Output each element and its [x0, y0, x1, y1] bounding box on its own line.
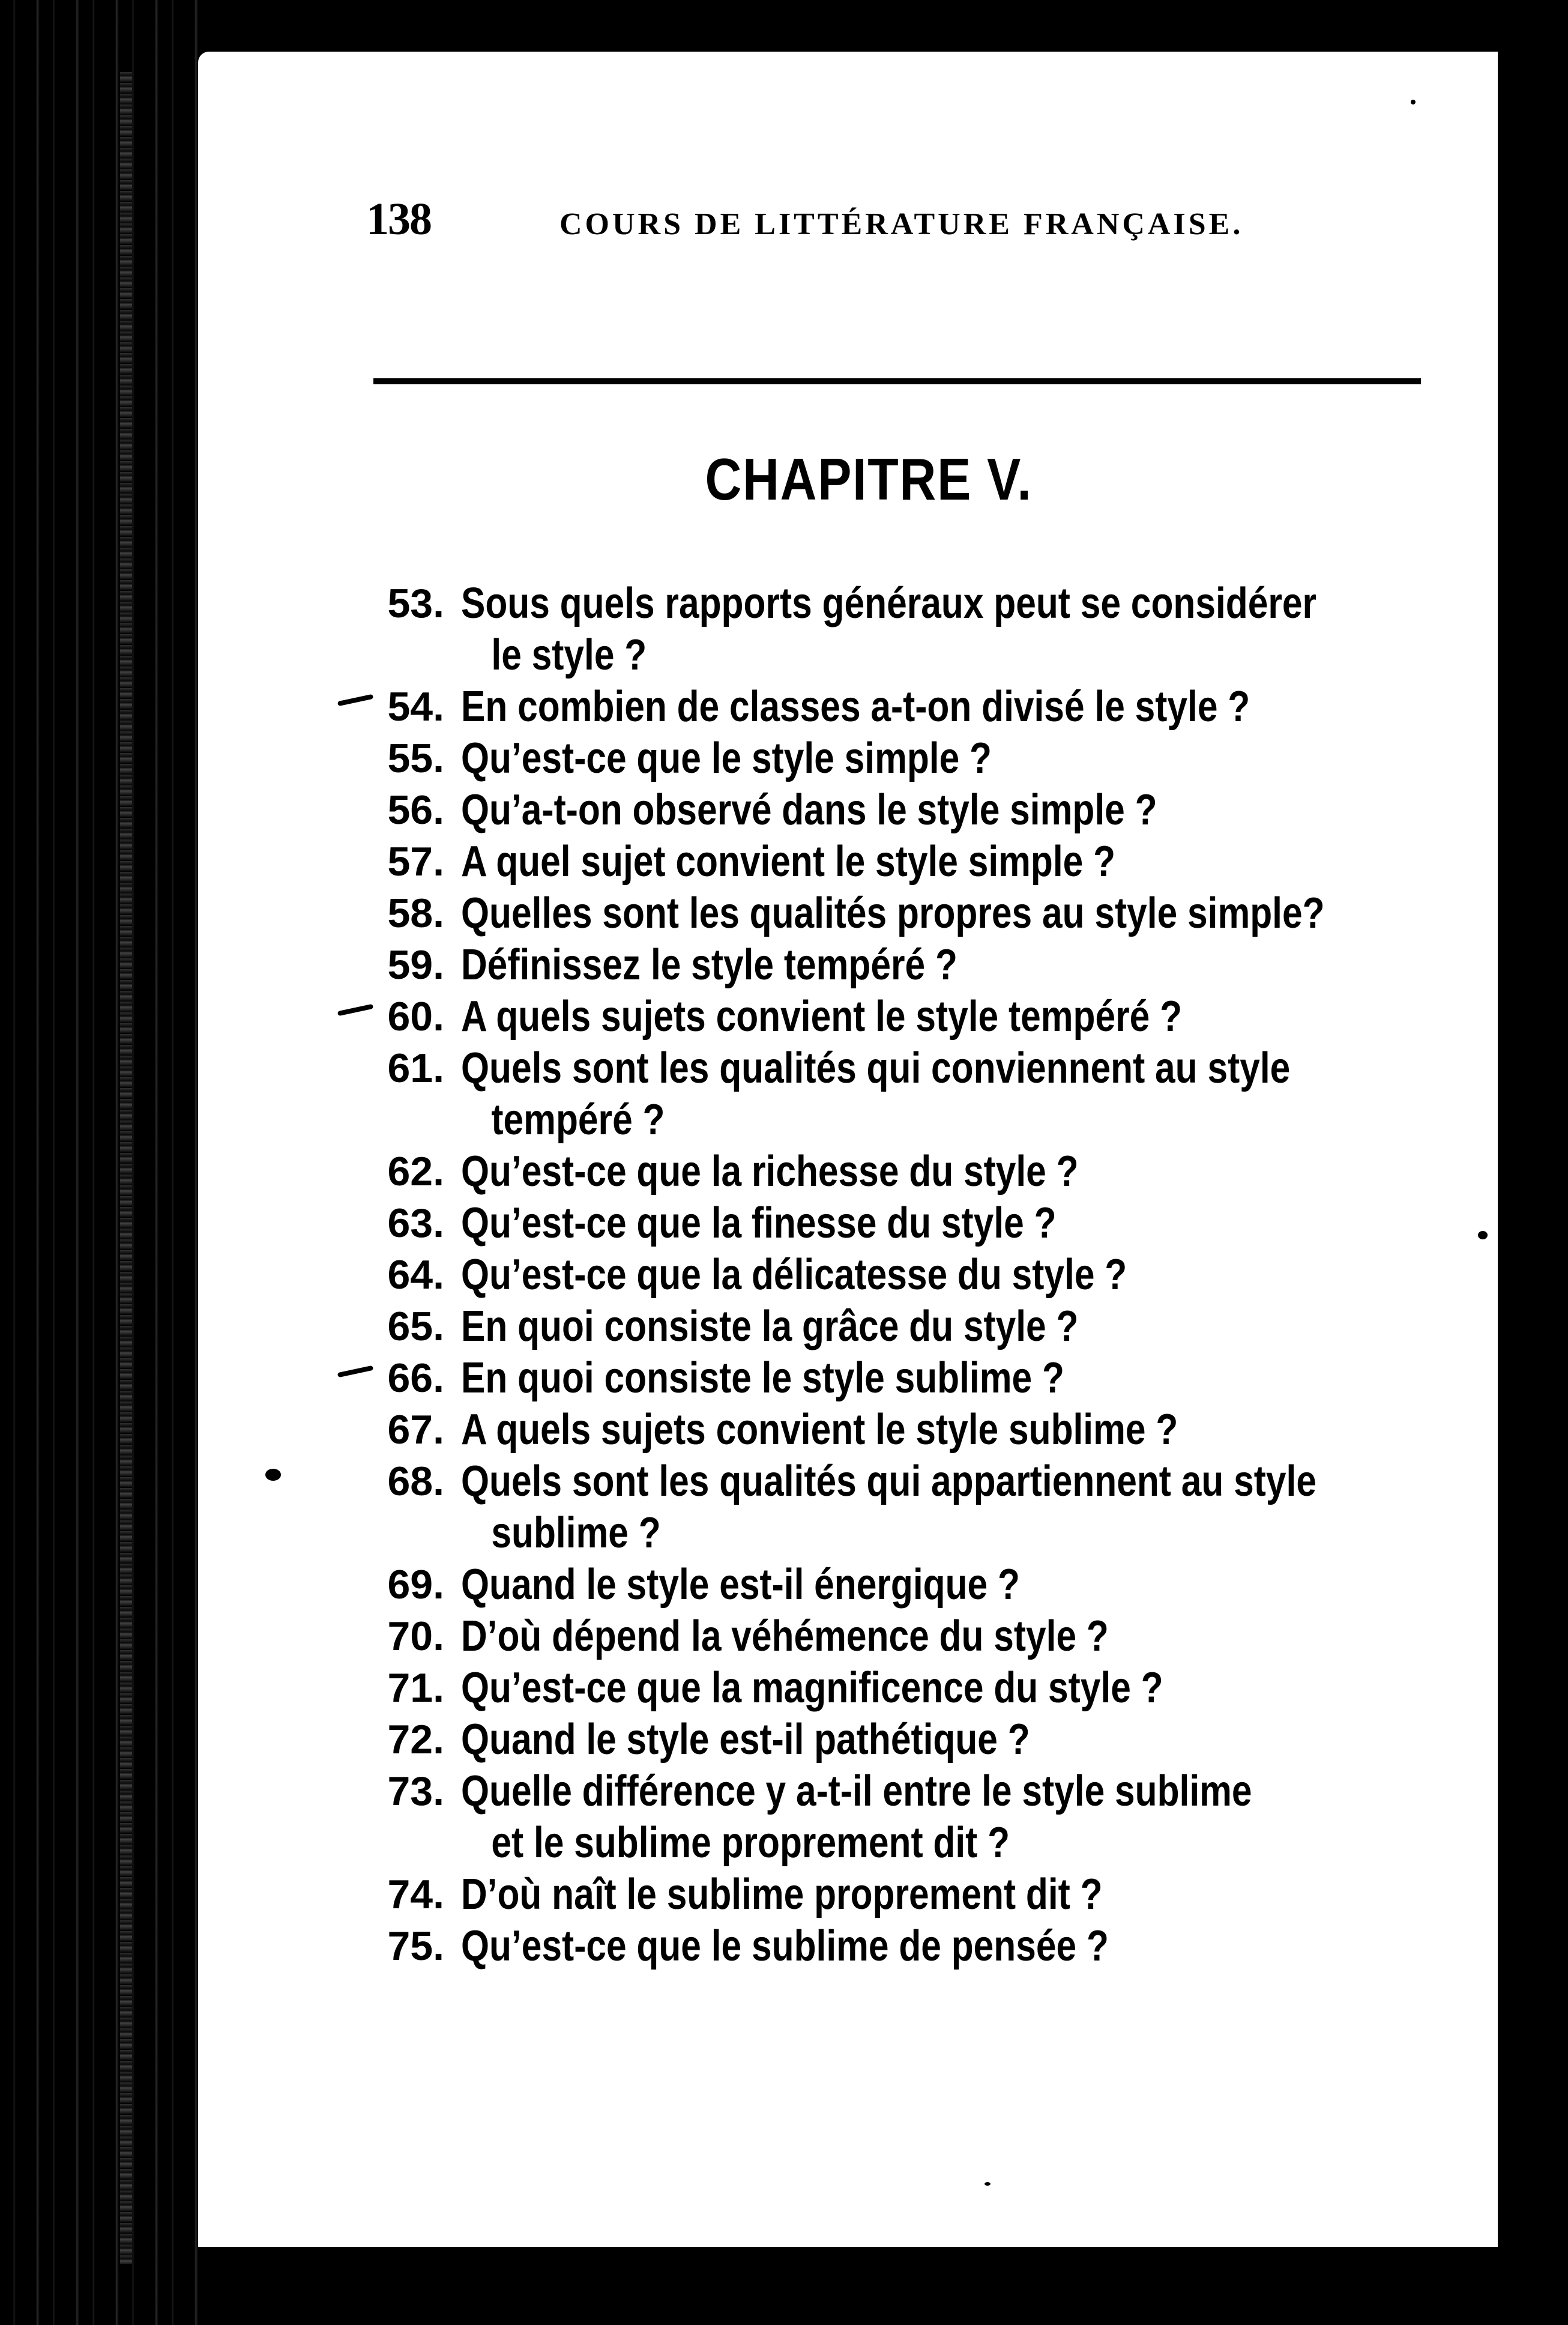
question-line: Quelle différence y a-t-il entre le style sublime	[461, 1767, 1252, 1815]
question-number: 69.	[387, 1562, 444, 1607]
question-text	[461, 1404, 1279, 1456]
question-text	[461, 991, 1279, 1042]
question-text	[461, 1869, 1279, 1920]
question-item	[354, 1456, 1435, 1559]
question-item	[354, 939, 1435, 991]
question-text	[461, 1662, 1279, 1714]
question-line: En quoi consiste le style sublime ?	[461, 1354, 1064, 1402]
question-continuation: et le sublime proprement dit ?	[491, 1819, 1010, 1867]
question-line: Quels sont les qualités qui appartiennent au style	[461, 1457, 1316, 1505]
question-item	[354, 1869, 1435, 1920]
question-line: Quels sont les qualités qui conviennent au style	[461, 1044, 1291, 1092]
question-item	[354, 1920, 1435, 1972]
question-number: 55.	[387, 736, 444, 781]
question-item	[354, 1249, 1435, 1301]
ink-speck	[1478, 1231, 1488, 1239]
question-text	[461, 733, 1279, 784]
question-text	[461, 1352, 1279, 1404]
question-line: Qu’est-ce que la finesse du style ?	[461, 1199, 1057, 1247]
question-text	[461, 1456, 1316, 1559]
question-text	[461, 578, 1316, 681]
question-item	[354, 784, 1435, 836]
page-number: 138	[366, 194, 431, 244]
question-number: 62.	[387, 1149, 444, 1194]
question-number: 74.	[387, 1872, 444, 1917]
question-line: Qu’est-ce que le style simple ?	[461, 734, 992, 782]
book-spine	[0, 0, 198, 2325]
ink-speck	[265, 1469, 281, 1481]
ink-speck	[1411, 100, 1416, 104]
question-line: Qu’est-ce que la délicatesse du style ?	[461, 1251, 1127, 1299]
question-text	[461, 1301, 1279, 1352]
question-number: 57.	[387, 839, 444, 884]
question-item	[354, 1146, 1435, 1197]
question-number: 68.	[387, 1459, 444, 1504]
question-text	[461, 1765, 1279, 1869]
question-line: En quoi consiste la grâce du style ?	[461, 1302, 1079, 1350]
question-line: A quel sujet convient le style simple ?	[461, 838, 1116, 886]
question-number: 66.	[387, 1355, 444, 1401]
question-item	[354, 836, 1435, 887]
question-text	[461, 1249, 1279, 1301]
question-line: A quels sujets convient le style tempéré ?	[461, 993, 1183, 1041]
page-bottom-shadow	[198, 2247, 1534, 2272]
question-line: Quand le style est-il énergique ?	[461, 1561, 1020, 1609]
question-line: Qu’est-ce que la richesse du style ?	[461, 1147, 1079, 1196]
question-item	[354, 578, 1435, 681]
question-item	[354, 1404, 1435, 1456]
question-line: Quand le style est-il pathétique ?	[461, 1716, 1030, 1764]
question-number: 54.	[387, 684, 444, 730]
question-number: 70.	[387, 1613, 444, 1659]
question-item	[354, 1765, 1435, 1869]
question-number: 63.	[387, 1200, 444, 1246]
question-number: 75.	[387, 1923, 444, 1969]
question-text	[461, 939, 1279, 991]
question-text	[461, 681, 1279, 733]
question-item	[354, 1714, 1435, 1765]
question-number: 71.	[387, 1665, 444, 1711]
ink-speck	[985, 2182, 991, 2186]
question-line: Sous quels rapports généraux peut se considérer	[461, 579, 1317, 627]
question-text	[461, 1042, 1290, 1146]
question-item	[354, 887, 1435, 939]
question-number: 67.	[387, 1407, 444, 1453]
question-number: 73.	[387, 1768, 444, 1814]
question-item	[354, 733, 1435, 784]
question-item	[354, 991, 1435, 1042]
question-text	[461, 1146, 1279, 1197]
question-text	[461, 836, 1279, 887]
question-item	[354, 1662, 1435, 1714]
question-text	[461, 887, 1325, 939]
page-right-shadow	[1498, 52, 1534, 2272]
question-list	[354, 578, 1435, 1972]
question-number: 64.	[387, 1252, 444, 1298]
running-title: COURS DE LITTÉRATURE FRANÇAISE.	[559, 207, 1244, 241]
question-line: Quelles sont les qualités propres au style simple?	[461, 889, 1325, 937]
question-item	[354, 681, 1435, 733]
question-text	[461, 1197, 1279, 1249]
question-continuation: le style ?	[491, 631, 647, 679]
question-text	[461, 784, 1279, 836]
question-number: 59.	[387, 942, 444, 988]
question-number: 61.	[387, 1045, 444, 1091]
question-item	[354, 1559, 1435, 1610]
question-continuation: tempéré ?	[491, 1096, 665, 1144]
question-number: 56.	[387, 787, 444, 833]
question-number: 72.	[387, 1717, 444, 1762]
question-line: Définissez le style tempéré ?	[461, 941, 957, 989]
running-head	[366, 193, 1244, 265]
question-line: D’où dépend la véhémence du style ?	[461, 1612, 1109, 1660]
question-item	[354, 1197, 1435, 1249]
question-number: 65.	[387, 1304, 444, 1349]
question-text	[461, 1610, 1279, 1662]
page-edges	[120, 72, 132, 2264]
question-line: Qu’est-ce que le sublime de pensée ?	[461, 1922, 1109, 1970]
question-item	[354, 1352, 1435, 1404]
header-rule	[373, 378, 1421, 384]
question-line: A quels sujets convient le style sublime ?	[461, 1406, 1178, 1454]
question-item	[354, 1042, 1435, 1146]
question-line: Qu’a-t-on observé dans le style simple ?	[461, 786, 1157, 834]
question-text	[461, 1714, 1279, 1765]
question-number: 53.	[387, 581, 444, 626]
question-item	[354, 1610, 1435, 1662]
question-number: 60.	[387, 994, 444, 1039]
question-number: 58.	[387, 890, 444, 936]
chapter-title: CHAPITRE V.	[705, 446, 1033, 512]
question-item	[354, 1301, 1435, 1352]
question-line: D’où naît le sublime proprement dit ?	[461, 1870, 1103, 1918]
question-line: Qu’est-ce que la magnificence du style ?	[461, 1664, 1163, 1712]
question-continuation: sublime ?	[491, 1509, 661, 1557]
question-text	[461, 1559, 1279, 1610]
question-text	[461, 1920, 1279, 1972]
question-line: En combien de classes a-t-on divisé le style ?	[461, 683, 1250, 731]
